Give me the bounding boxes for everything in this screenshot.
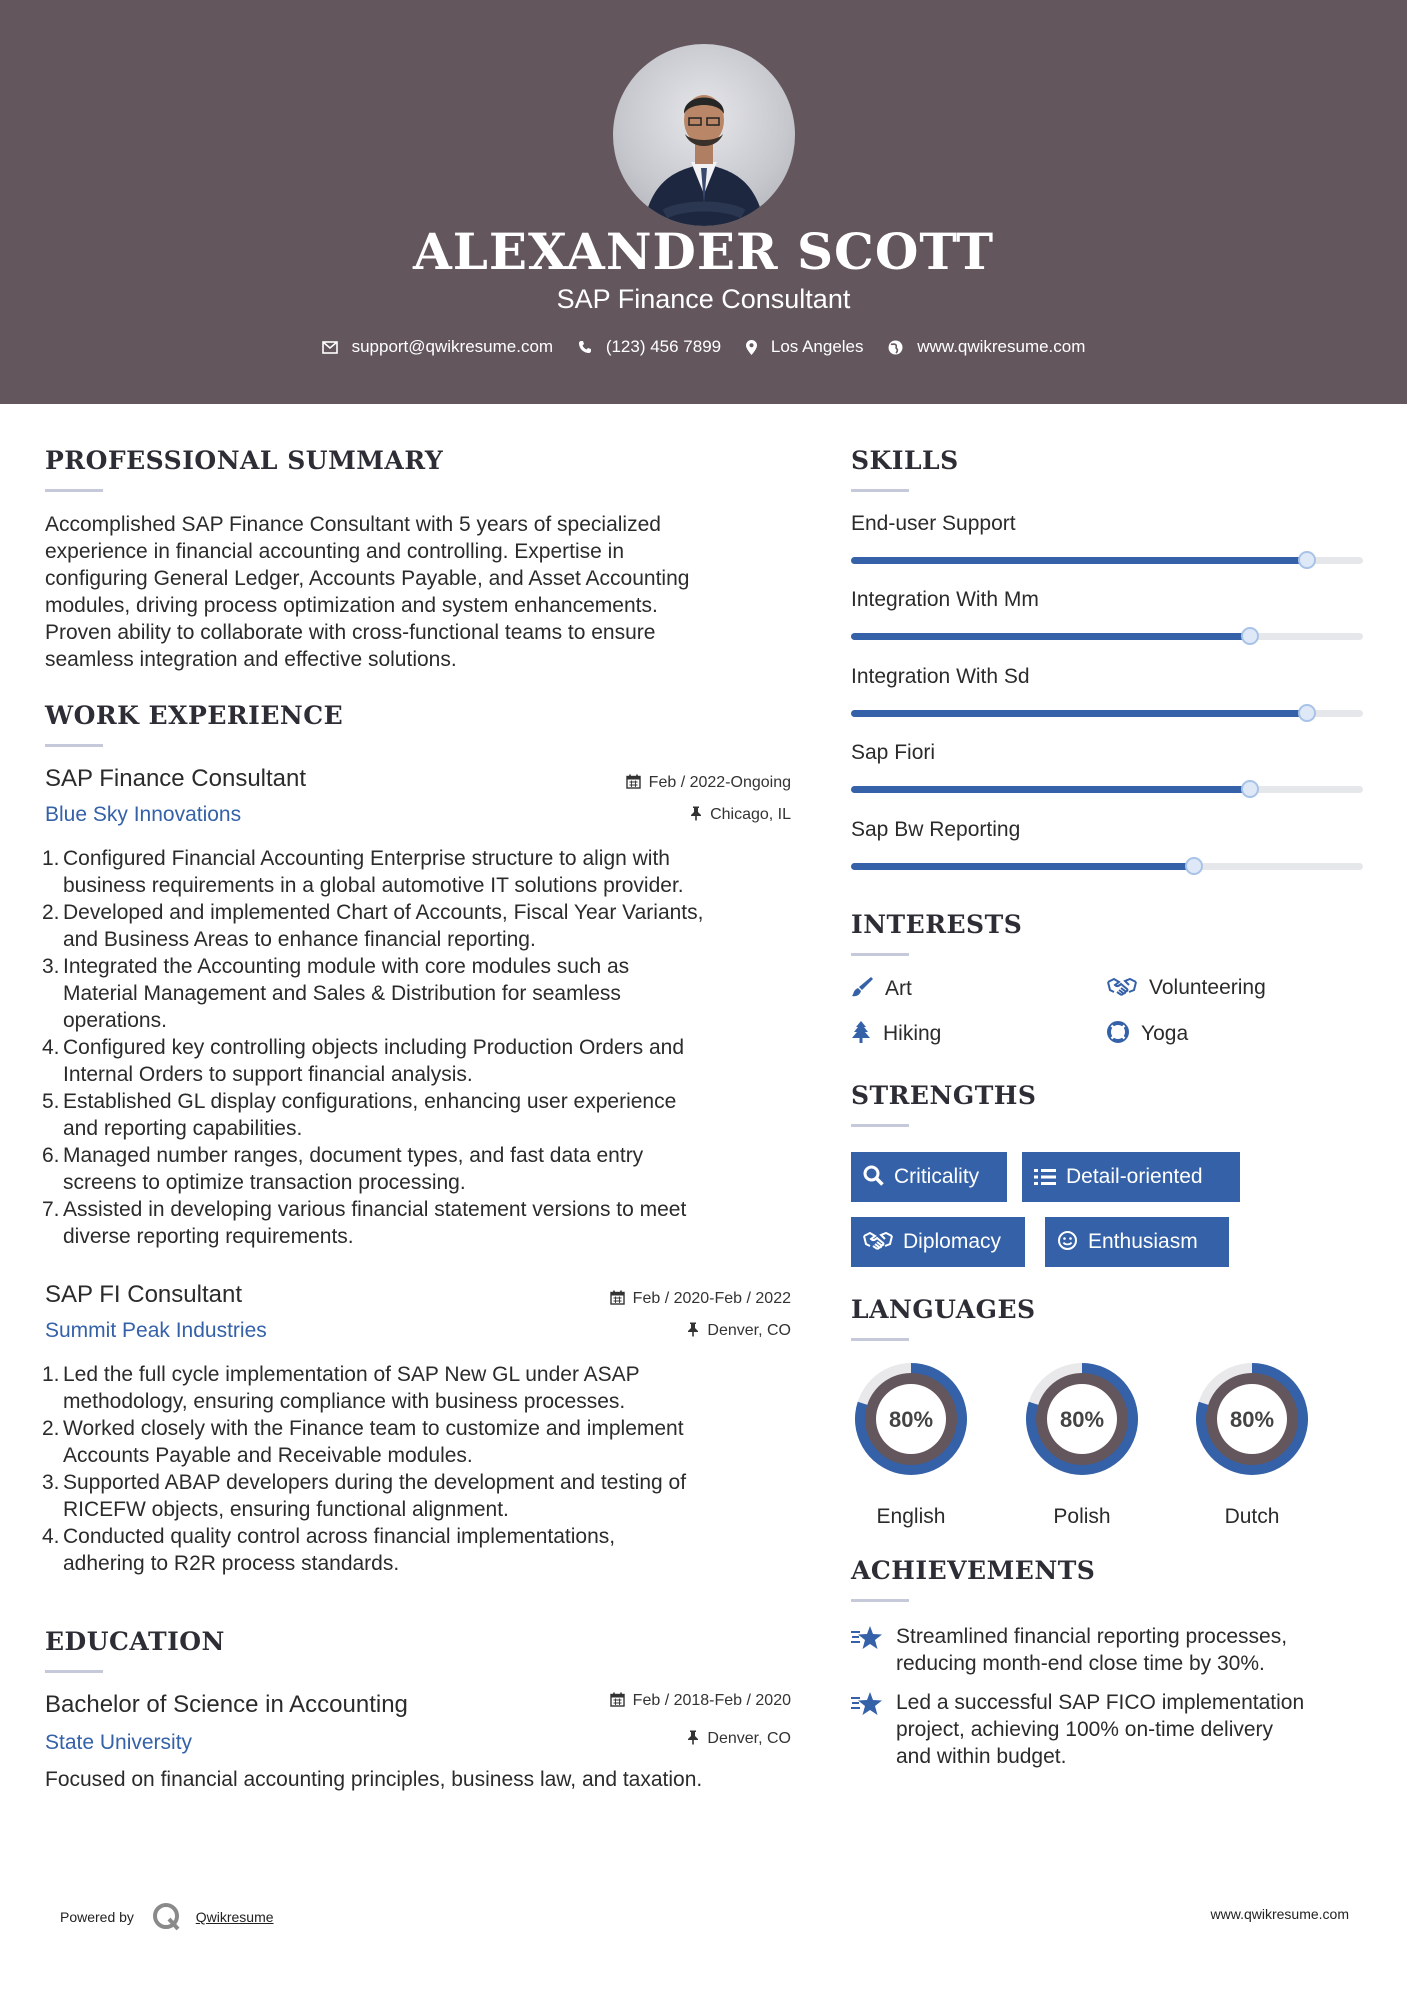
duty-line: adhering to R2R process standards. xyxy=(63,1552,400,1575)
list-icon xyxy=(1034,1168,1056,1186)
achievements-rule xyxy=(851,1599,909,1602)
footer-powered-by xyxy=(60,1902,274,1932)
job-title: SAP Finance Consultant xyxy=(45,765,307,792)
duty-item xyxy=(42,1088,795,1142)
language-percent: 80% xyxy=(888,1407,934,1432)
language-percent: 80% xyxy=(1229,1407,1275,1432)
skill-bar-fill xyxy=(851,710,1307,717)
summary-line: seamless integration and effective solutions. xyxy=(45,648,457,671)
job-location xyxy=(690,806,791,824)
contact-location-text: Los Angeles xyxy=(770,336,864,356)
duty-item xyxy=(42,1034,795,1088)
duty-item xyxy=(42,899,795,953)
duty-number: 3. xyxy=(42,955,60,978)
summary-heading: PROFESSIONAL SUMMARY xyxy=(45,446,444,475)
duty-line: Conducted quality control across financial implementations, xyxy=(63,1525,616,1548)
duty-number: 4. xyxy=(42,1036,60,1059)
duty-item xyxy=(42,845,795,899)
skill-bar-knob xyxy=(1241,780,1259,798)
contact-phone-text: (123) 456 7899 xyxy=(605,336,722,356)
candidate-title: SAP Finance Consultant xyxy=(556,284,851,314)
language-label: English xyxy=(876,1505,946,1528)
language-gauge xyxy=(1020,1357,1144,1481)
duty-line: operations. xyxy=(63,1009,167,1032)
job-dates xyxy=(626,774,791,792)
contact-website-text: www.qwikresume.com xyxy=(917,336,1086,356)
skill-bar-fill xyxy=(851,557,1307,564)
duty-line: Internal Orders to support financial analysis. xyxy=(63,1063,473,1086)
company-name: Blue Sky Innovations xyxy=(45,803,242,826)
duty-number: 1. xyxy=(42,847,60,870)
interest-label: Art xyxy=(885,977,912,1000)
skill-bar-fill xyxy=(851,863,1194,870)
achievements-heading: ACHIEVEMENTS xyxy=(851,1556,1096,1585)
achievement-item xyxy=(851,1689,1371,1770)
skill-bar-knob xyxy=(1241,627,1259,645)
skill-bar xyxy=(851,710,1363,717)
duty-line: business requirements in a global automotive IT solutions provider. xyxy=(63,874,684,897)
skill-bar-knob xyxy=(1185,857,1203,875)
interest-label: Yoga xyxy=(1141,1022,1189,1045)
job-dates xyxy=(610,1290,791,1308)
handshake-icon xyxy=(863,1231,893,1251)
handshake-icon xyxy=(1107,977,1137,997)
job-location xyxy=(687,1322,791,1340)
job-dates-text: Feb / 2020-Feb / 2022 xyxy=(632,1290,791,1307)
duty-line: Assisted in developing various financial statement versions to meet xyxy=(63,1198,687,1221)
summary-line: modules, driving process optimization and system enhancements. xyxy=(45,594,658,617)
calendar-icon xyxy=(610,1290,625,1305)
skills-heading: SKILLS xyxy=(851,446,959,475)
strength-tag xyxy=(851,1152,1007,1202)
phone-icon xyxy=(578,340,592,354)
company-name: Summit Peak Industries xyxy=(45,1319,267,1342)
candidate-name: ALEXANDER SCOTT xyxy=(412,222,995,281)
duty-line: Worked closely with the Finance team to customize and implement xyxy=(63,1417,684,1440)
education-description: Focused on financial accounting principles, business law, and taxation. xyxy=(45,1768,703,1791)
job-dates-text: Feb / 2022-Ongoing xyxy=(648,774,791,791)
duty-line: Integrated the Accounting module with core modules such as xyxy=(63,955,630,978)
skill-bar xyxy=(851,863,1363,870)
duty-line: Developed and implemented Chart of Accounts, Fiscal Year Variants, xyxy=(63,901,704,924)
duty-line: Accounts Payable and Receivable modules. xyxy=(63,1444,473,1467)
degree-title: Bachelor of Science in Accounting xyxy=(45,1691,408,1718)
footer-website[interactable]: www.qwikresume.com xyxy=(1210,1906,1349,1922)
duty-line: and reporting capabilities. xyxy=(63,1117,303,1140)
languages-rule xyxy=(851,1338,909,1341)
duty-line: Configured key controlling objects including Production Orders and xyxy=(63,1036,685,1059)
job-location-text: Denver, CO xyxy=(707,1322,791,1339)
language-english xyxy=(849,1357,973,1528)
strength-tag xyxy=(1022,1152,1240,1202)
skill-bar xyxy=(851,786,1363,793)
job-location-text: Chicago, IL xyxy=(710,806,791,823)
duty-item xyxy=(42,1361,795,1415)
smile-icon xyxy=(1057,1230,1078,1251)
duty-item xyxy=(42,1469,795,1523)
education-location-text: Denver, CO xyxy=(707,1730,791,1747)
education-dates-text: Feb / 2018-Feb / 2020 xyxy=(632,1692,791,1709)
pin-icon xyxy=(687,1322,699,1337)
job-duties xyxy=(42,1361,795,1577)
interest-yoga xyxy=(1107,1021,1188,1046)
language-label: Polish xyxy=(1053,1505,1111,1528)
strength-label: Enthusiasm xyxy=(1088,1230,1198,1253)
education-dates xyxy=(610,1692,791,1710)
achievement-line: project, achieving 100% on-time delivery xyxy=(896,1718,1274,1741)
pin-icon xyxy=(690,806,702,821)
skill-bar xyxy=(851,557,1363,564)
contact-email-text: support@qwikresume.com xyxy=(351,336,554,356)
duty-number: 6. xyxy=(42,1144,60,1167)
duty-line: methodology, ensuring compliance with business processes. xyxy=(63,1390,626,1413)
skill-bar-fill xyxy=(851,786,1250,793)
life-ring-icon xyxy=(1107,1021,1129,1043)
duty-item xyxy=(42,1523,795,1577)
duty-number: 3. xyxy=(42,1471,60,1494)
languages-heading: LANGUAGES xyxy=(851,1295,1036,1324)
globe-icon xyxy=(888,340,903,355)
interest-art xyxy=(851,976,912,1001)
achievement-line: reducing month-end close time by 30%. xyxy=(896,1652,1265,1675)
qwikresume-link[interactable]: Qwikresume xyxy=(195,1909,274,1925)
achievement-line: Led a successful SAP FICO implementation xyxy=(896,1691,1305,1714)
interest-hiking xyxy=(851,1021,941,1046)
duty-line: Managed number ranges, document types, and fast data entry xyxy=(63,1144,644,1167)
duty-line: screens to optimize transaction processing. xyxy=(63,1171,466,1194)
summary-line: Accomplished SAP Finance Consultant with 5 years of specialized xyxy=(45,513,661,536)
duty-line: Supported ABAP developers during the development and testing of xyxy=(63,1471,687,1494)
powered-by-text: Powered by xyxy=(60,1909,134,1925)
language-polish xyxy=(1020,1357,1144,1528)
strength-tag xyxy=(851,1217,1025,1267)
contact-email[interactable] xyxy=(322,337,554,357)
skills-rule xyxy=(851,489,909,492)
summary-text xyxy=(45,511,805,673)
duty-line: diverse reporting requirements. xyxy=(63,1225,354,1248)
calendar-icon xyxy=(626,774,641,789)
strength-tag xyxy=(1045,1217,1229,1267)
strengths-heading: STRENGTHS xyxy=(851,1081,1037,1110)
pin-icon xyxy=(687,1730,699,1745)
duty-number: 2. xyxy=(42,1417,60,1440)
education-rule xyxy=(45,1670,103,1673)
experience-rule xyxy=(45,744,103,747)
skill-bar-fill xyxy=(851,633,1250,640)
duty-item xyxy=(42,1415,795,1469)
summary-line: experience in financial accounting and controlling. Expertise in xyxy=(45,540,625,563)
contact-bar xyxy=(0,336,1407,357)
summary-rule xyxy=(45,489,103,492)
envelope-icon xyxy=(322,341,338,354)
duty-line: Configured Financial Accounting Enterprise structure to align with xyxy=(63,847,670,870)
strengths-rule xyxy=(851,1124,909,1127)
duty-line: Established GL display configurations, enhancing user experience xyxy=(63,1090,677,1113)
language-percent: 80% xyxy=(1059,1407,1105,1432)
summary-line: Proven ability to collaborate with cross-functional teams to ensure xyxy=(45,621,656,644)
education-heading: EDUCATION xyxy=(45,1627,225,1656)
calendar-icon xyxy=(610,1692,625,1707)
interests-heading: INTERESTS xyxy=(851,910,1023,939)
school-name: State University xyxy=(45,1731,193,1754)
tree-icon xyxy=(851,1021,871,1043)
interest-label: Hiking xyxy=(883,1022,942,1045)
interests-rule xyxy=(851,953,909,956)
duty-number: 1. xyxy=(42,1363,60,1386)
interest-label: Volunteering xyxy=(1149,976,1266,999)
skill-label: Integration With Mm xyxy=(851,588,1039,611)
skill-label: Sap Fiori xyxy=(851,741,936,764)
summary-line: configuring General Ledger, Accounts Payable, and Asset Accounting xyxy=(45,567,690,590)
job-duties xyxy=(42,845,795,1250)
star-icon xyxy=(851,1691,883,1717)
skill-label: Sap Bw Reporting xyxy=(851,818,1021,841)
map-marker-icon xyxy=(746,340,757,355)
language-dutch xyxy=(1190,1357,1314,1528)
paintbrush-icon xyxy=(851,976,873,998)
duty-line: Material Management and Sales & Distribution for seamless xyxy=(63,982,621,1005)
skill-bar-knob xyxy=(1298,551,1316,569)
skill-bar xyxy=(851,633,1363,640)
duty-number: 4. xyxy=(42,1525,60,1548)
duty-line: and Business Areas to enhance financial reporting. xyxy=(63,928,536,951)
language-gauge xyxy=(849,1357,973,1481)
achievement-line: Streamlined financial reporting processes, xyxy=(896,1625,1288,1648)
search-icon xyxy=(863,1165,884,1186)
language-gauge xyxy=(1190,1357,1314,1481)
qwikresume-logo-icon xyxy=(152,1902,182,1932)
skill-label: Integration With Sd xyxy=(851,665,1030,688)
strength-label: Diplomacy xyxy=(903,1230,1002,1253)
duty-number: 5. xyxy=(42,1090,60,1113)
star-icon xyxy=(851,1625,883,1651)
achievement-line: and within budget. xyxy=(896,1745,1067,1768)
contact-location xyxy=(746,337,864,357)
job-title: SAP FI Consultant xyxy=(45,1281,242,1308)
duty-line: Led the full cycle implementation of SAP New GL under ASAP xyxy=(63,1363,640,1386)
duty-item xyxy=(42,1142,795,1196)
duty-item xyxy=(42,953,795,1034)
contact-website[interactable] xyxy=(888,337,1085,357)
achievement-item xyxy=(851,1623,1371,1677)
language-label: Dutch xyxy=(1224,1505,1280,1528)
skill-label: End-user Support xyxy=(851,512,1016,535)
duty-item xyxy=(42,1196,795,1250)
education-location xyxy=(687,1730,791,1748)
strength-label: Criticality xyxy=(894,1165,980,1188)
interest-volunteering xyxy=(1107,976,1266,1000)
strength-label: Detail-oriented xyxy=(1066,1165,1203,1188)
experience-heading: WORK EXPERIENCE xyxy=(45,701,344,730)
contact-phone[interactable] xyxy=(578,337,721,357)
duty-number: 7. xyxy=(42,1198,60,1221)
skill-bar-knob xyxy=(1298,704,1316,722)
profile-photo xyxy=(613,44,795,226)
duty-number: 2. xyxy=(42,901,60,924)
duty-line: RICEFW objects, ensuring functional alignment. xyxy=(63,1498,509,1521)
